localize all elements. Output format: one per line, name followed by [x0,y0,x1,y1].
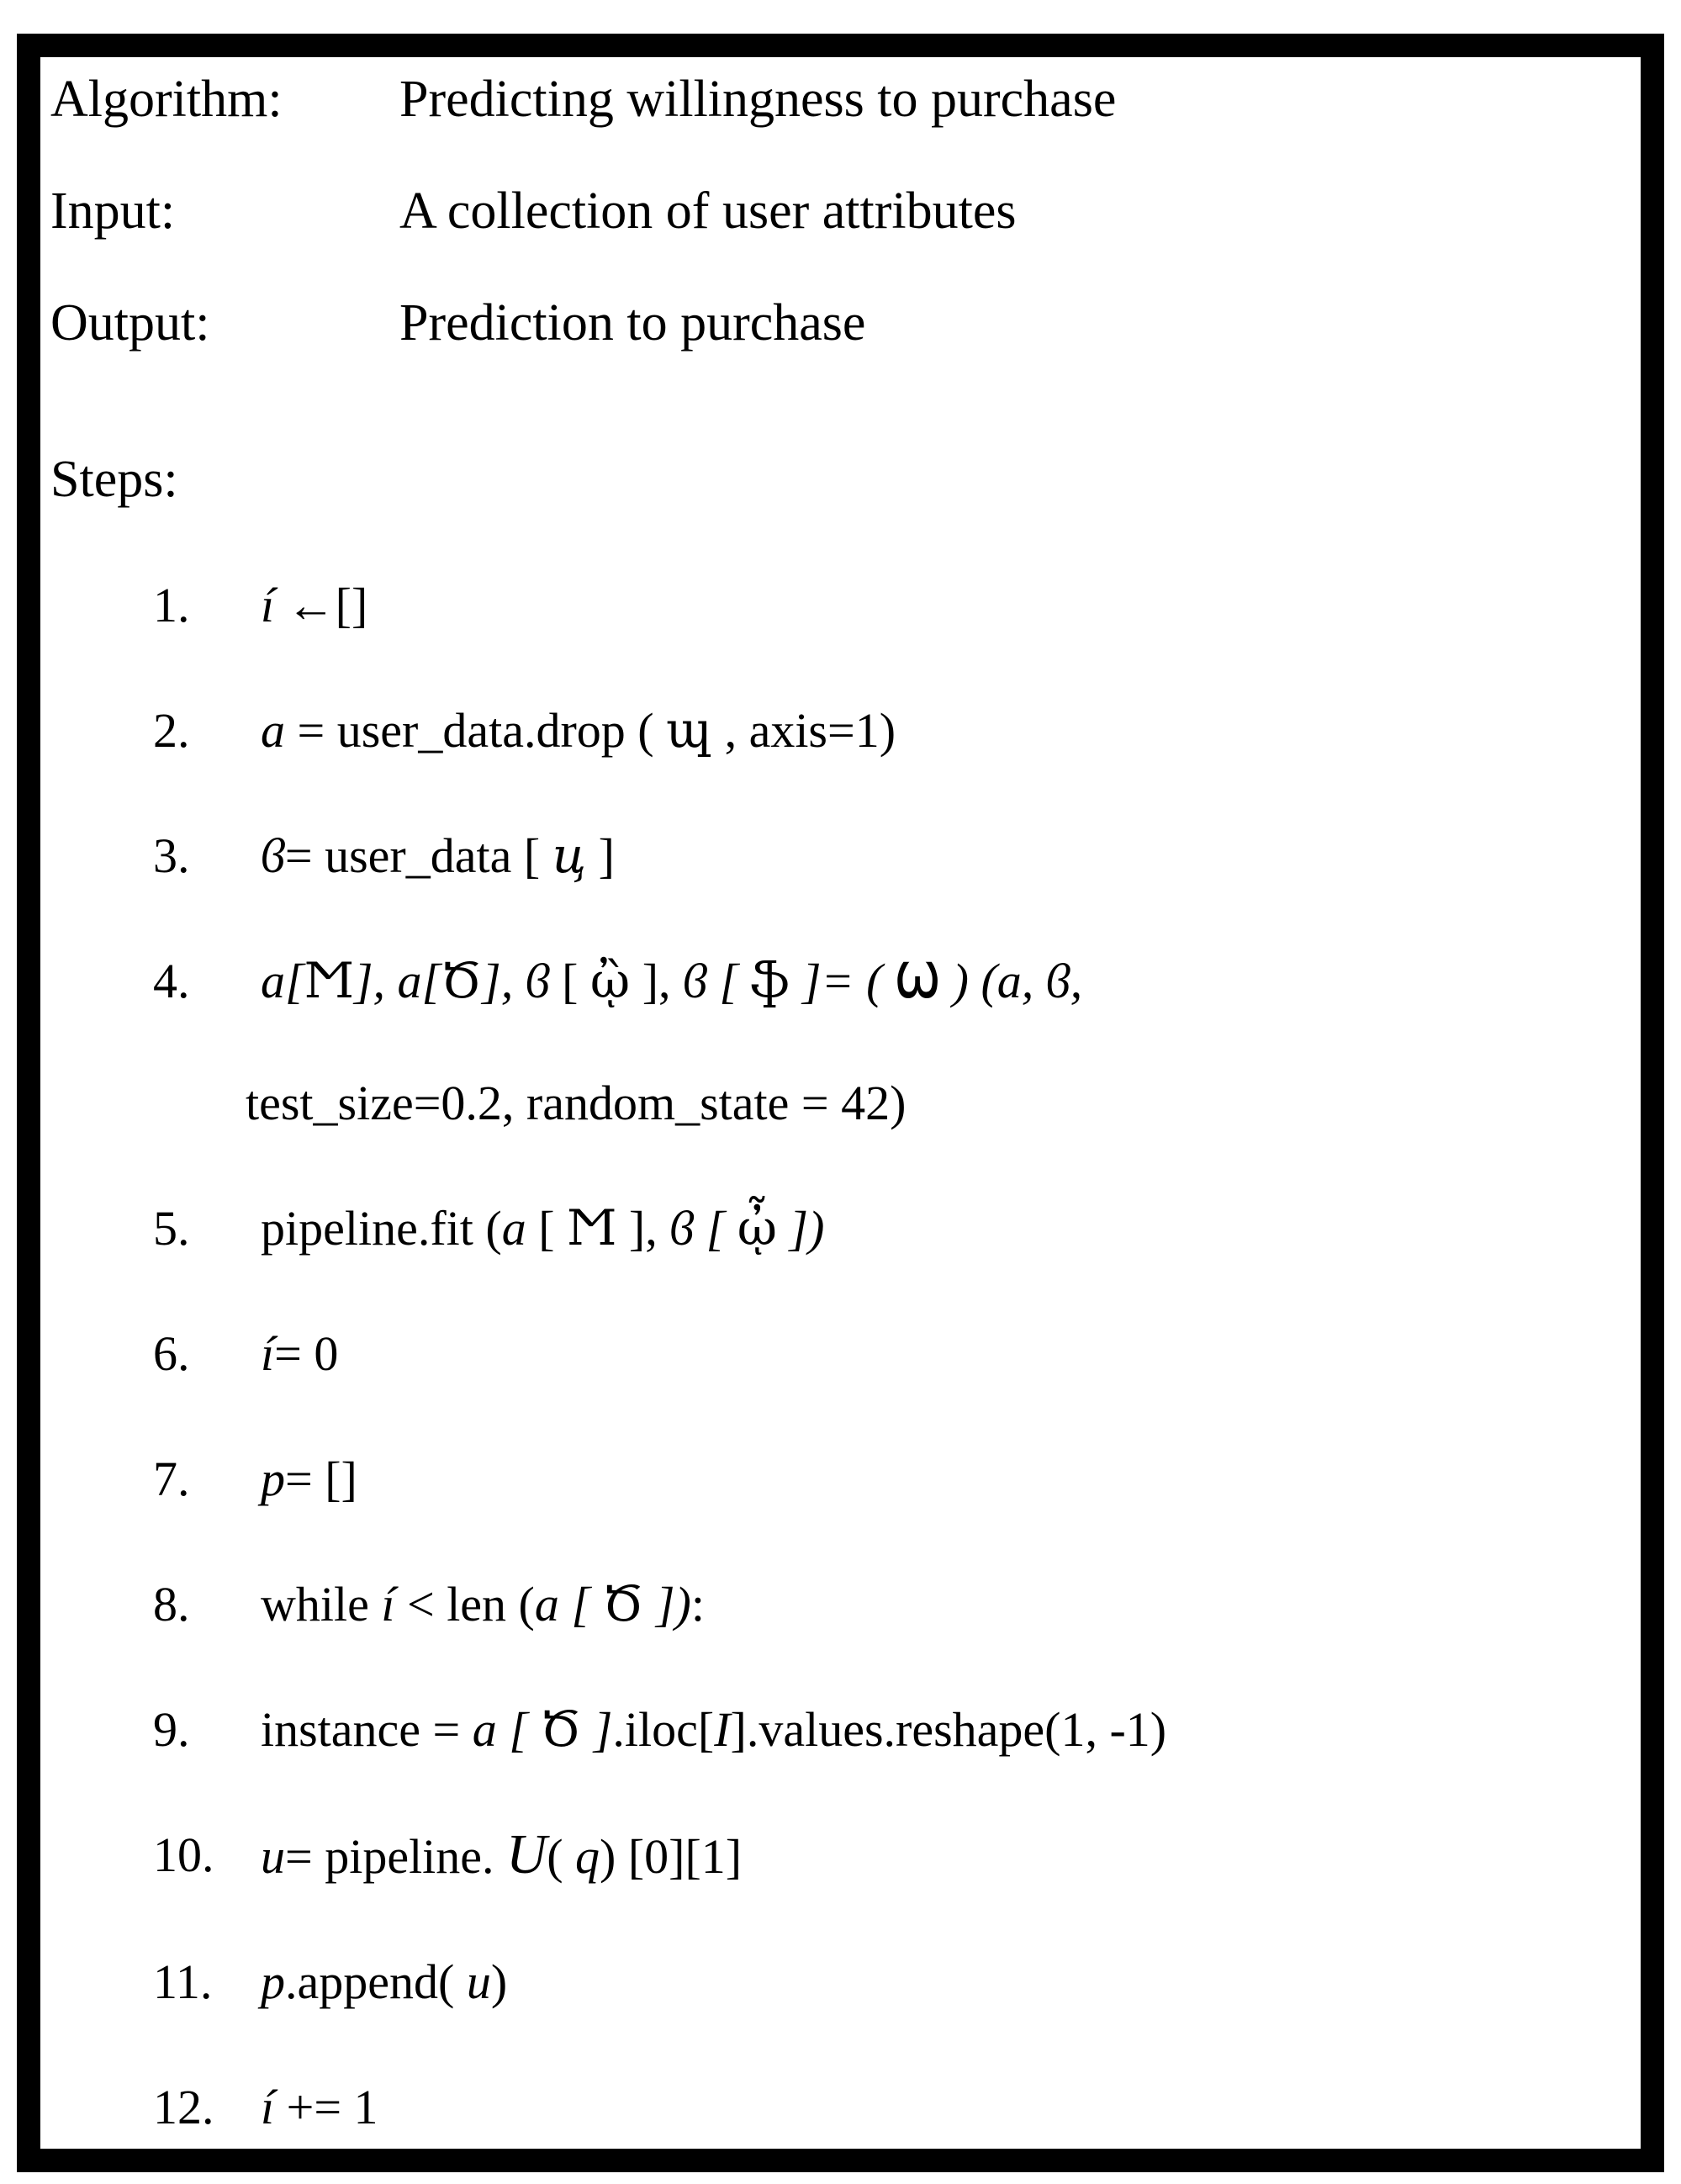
code-segment: ) (a, ϐ, [940,954,1083,1008]
step-row-1 [50,571,1624,639]
code-segment: Ծ [602,1575,644,1632]
code-segment: U [506,1824,547,1885]
document-border-frame [17,34,1664,2172]
code-segment: = [] [285,1452,357,1506]
code-segment: = user_data.drop ( [297,703,667,758]
code-segment: u [261,1829,285,1884]
algorithm-row [50,66,1624,134]
code-segment: ( [547,1829,576,1884]
step-line [261,1445,1624,1513]
step-number: 3. [153,828,190,883]
code-segment: ɰ [666,701,713,759]
code-segment: += 1 [286,2080,378,2134]
step-line [261,1570,1624,1638]
output-value: Prediction to purchase [399,294,866,352]
step-row-6 [50,1319,1624,1388]
code-segment: instance = [261,1702,473,1757]
code-segment: ].values.reshape(1, -1) [730,1702,1167,1757]
step-row-8 [50,1570,1624,1638]
step-row-4 [50,947,1624,1137]
code-segment: ], [630,954,684,1008]
code-segment: p [261,1954,285,2009]
code-segment: ) [0][1] [600,1829,743,1884]
step-line [261,696,1624,764]
step-line [261,1948,1624,2016]
code-segment: ϐ [ [683,954,751,1008]
step-text [261,822,1624,890]
step-number: 5. [153,1201,190,1256]
code-segment: ] [586,828,615,883]
step-row-2 [50,696,1624,764]
step-text [261,1570,1624,1638]
code-segment: ϐ [ [669,1201,737,1256]
step-row-11 [50,1948,1624,2016]
code-segment: ], ϐ [482,954,550,1008]
code-segment: í [261,578,287,632]
step-text [261,696,1624,764]
step-number: 2. [153,703,190,758]
code-segment: í [381,1577,395,1631]
step-text [261,571,1624,639]
code-segment: ϐ [261,828,285,883]
code-segment: < len ( [394,1577,535,1631]
step-text [261,1948,1624,2016]
document-content [40,57,1641,2141]
step-line [261,822,1624,890]
code-segment: í [261,2080,287,2134]
step-number: 6. [153,1326,190,1381]
code-segment: a [501,1201,526,1256]
step-line [261,1695,1624,1764]
step-row-9 [50,1695,1624,1764]
code-segment: : [690,1577,705,1631]
step-number: 7. [153,1452,190,1506]
step-text [261,2073,1624,2141]
step-text [261,1695,1624,1764]
code-segment: [ [526,1201,568,1256]
steps-heading: Steps: [50,451,178,508]
code-segment: a [261,703,298,758]
code-segment: q [575,1829,600,1884]
output-row [50,289,1624,357]
code-segment: I [714,1702,731,1757]
step-text [261,1445,1624,1513]
code-segment: u [466,1954,491,2009]
step-number: 11. [153,1954,213,2009]
output-label: Output: [50,294,210,352]
input-value: A collection of user attributes [399,182,1017,240]
code-segment: test_size=0.2, random_state = 42) [246,1076,907,1130]
step-text [261,1821,1624,1891]
step-number: 4. [153,954,190,1008]
code-segment: [ [549,954,590,1008]
code-segment: a [ [534,1577,603,1631]
step-line [261,1194,1624,1262]
step-line-continuation [246,1069,1624,1137]
code-segment: = pipeline. [285,1829,507,1884]
code-segment: ]) [643,1577,691,1631]
step-row-3 [50,822,1624,890]
algorithm-title: Predicting willingness to purchase [399,71,1117,128]
code-segment: Ծ [540,1700,582,1758]
code-segment: .iloc[ [612,1702,715,1757]
step-row-10 [50,1821,1624,1891]
step-line [261,1319,1624,1388]
step-line [261,947,1624,1015]
code-segment: .append( [285,1954,467,2009]
code-segment: = user_data [ [284,828,552,883]
step-number: 12. [153,2080,214,2134]
step-text [246,947,1624,1137]
code-segment: ], [616,1201,670,1256]
code-segment: ] [581,1702,613,1757]
step-line [261,571,1624,639]
step-number: 9. [153,1702,190,1757]
step-number: 1. [153,578,190,632]
code-segment: ц [552,827,587,884]
step-number: 10. [153,1827,214,1882]
step-text [261,1319,1624,1388]
code-segment: Ϻ [567,1199,617,1256]
code-segment: pipeline.fit ( [261,1201,502,1256]
code-segment: ]) [777,1201,825,1256]
input-label: Input: [50,182,176,240]
step-text [261,1194,1624,1262]
code-segment: , axis=1) [712,703,896,758]
code-segment: a[ [261,954,304,1008]
code-segment: = 0 [274,1326,339,1381]
step-row-12 [50,2073,1624,2141]
input-row [50,177,1624,246]
code-segment: ᾢ [589,952,631,1009]
code-segment: ]= ( [790,954,895,1008]
step-row-5 [50,1194,1624,1262]
code-segment: ) [490,1954,508,2009]
code-segment: ֆ [750,952,790,1009]
code-segment: ᾦ [737,1199,777,1256]
code-segment: p [261,1452,285,1506]
code-segment: ←[] [286,578,368,632]
steps-list [50,571,1624,2141]
step-row-7 [50,1445,1624,1513]
code-segment: Ծ [441,952,483,1009]
code-segment: Ѡ [894,952,941,1009]
code-segment: while [261,1577,382,1631]
step-line [261,2073,1624,2141]
code-segment: í [261,1326,275,1381]
step-number: 8. [153,1577,190,1631]
algorithm-label: Algorithm: [50,71,283,128]
code-segment: a [ [472,1702,541,1757]
code-segment: Ϻ [304,952,354,1009]
step-line [261,1821,1624,1891]
code-segment: ], a[ [353,954,441,1008]
